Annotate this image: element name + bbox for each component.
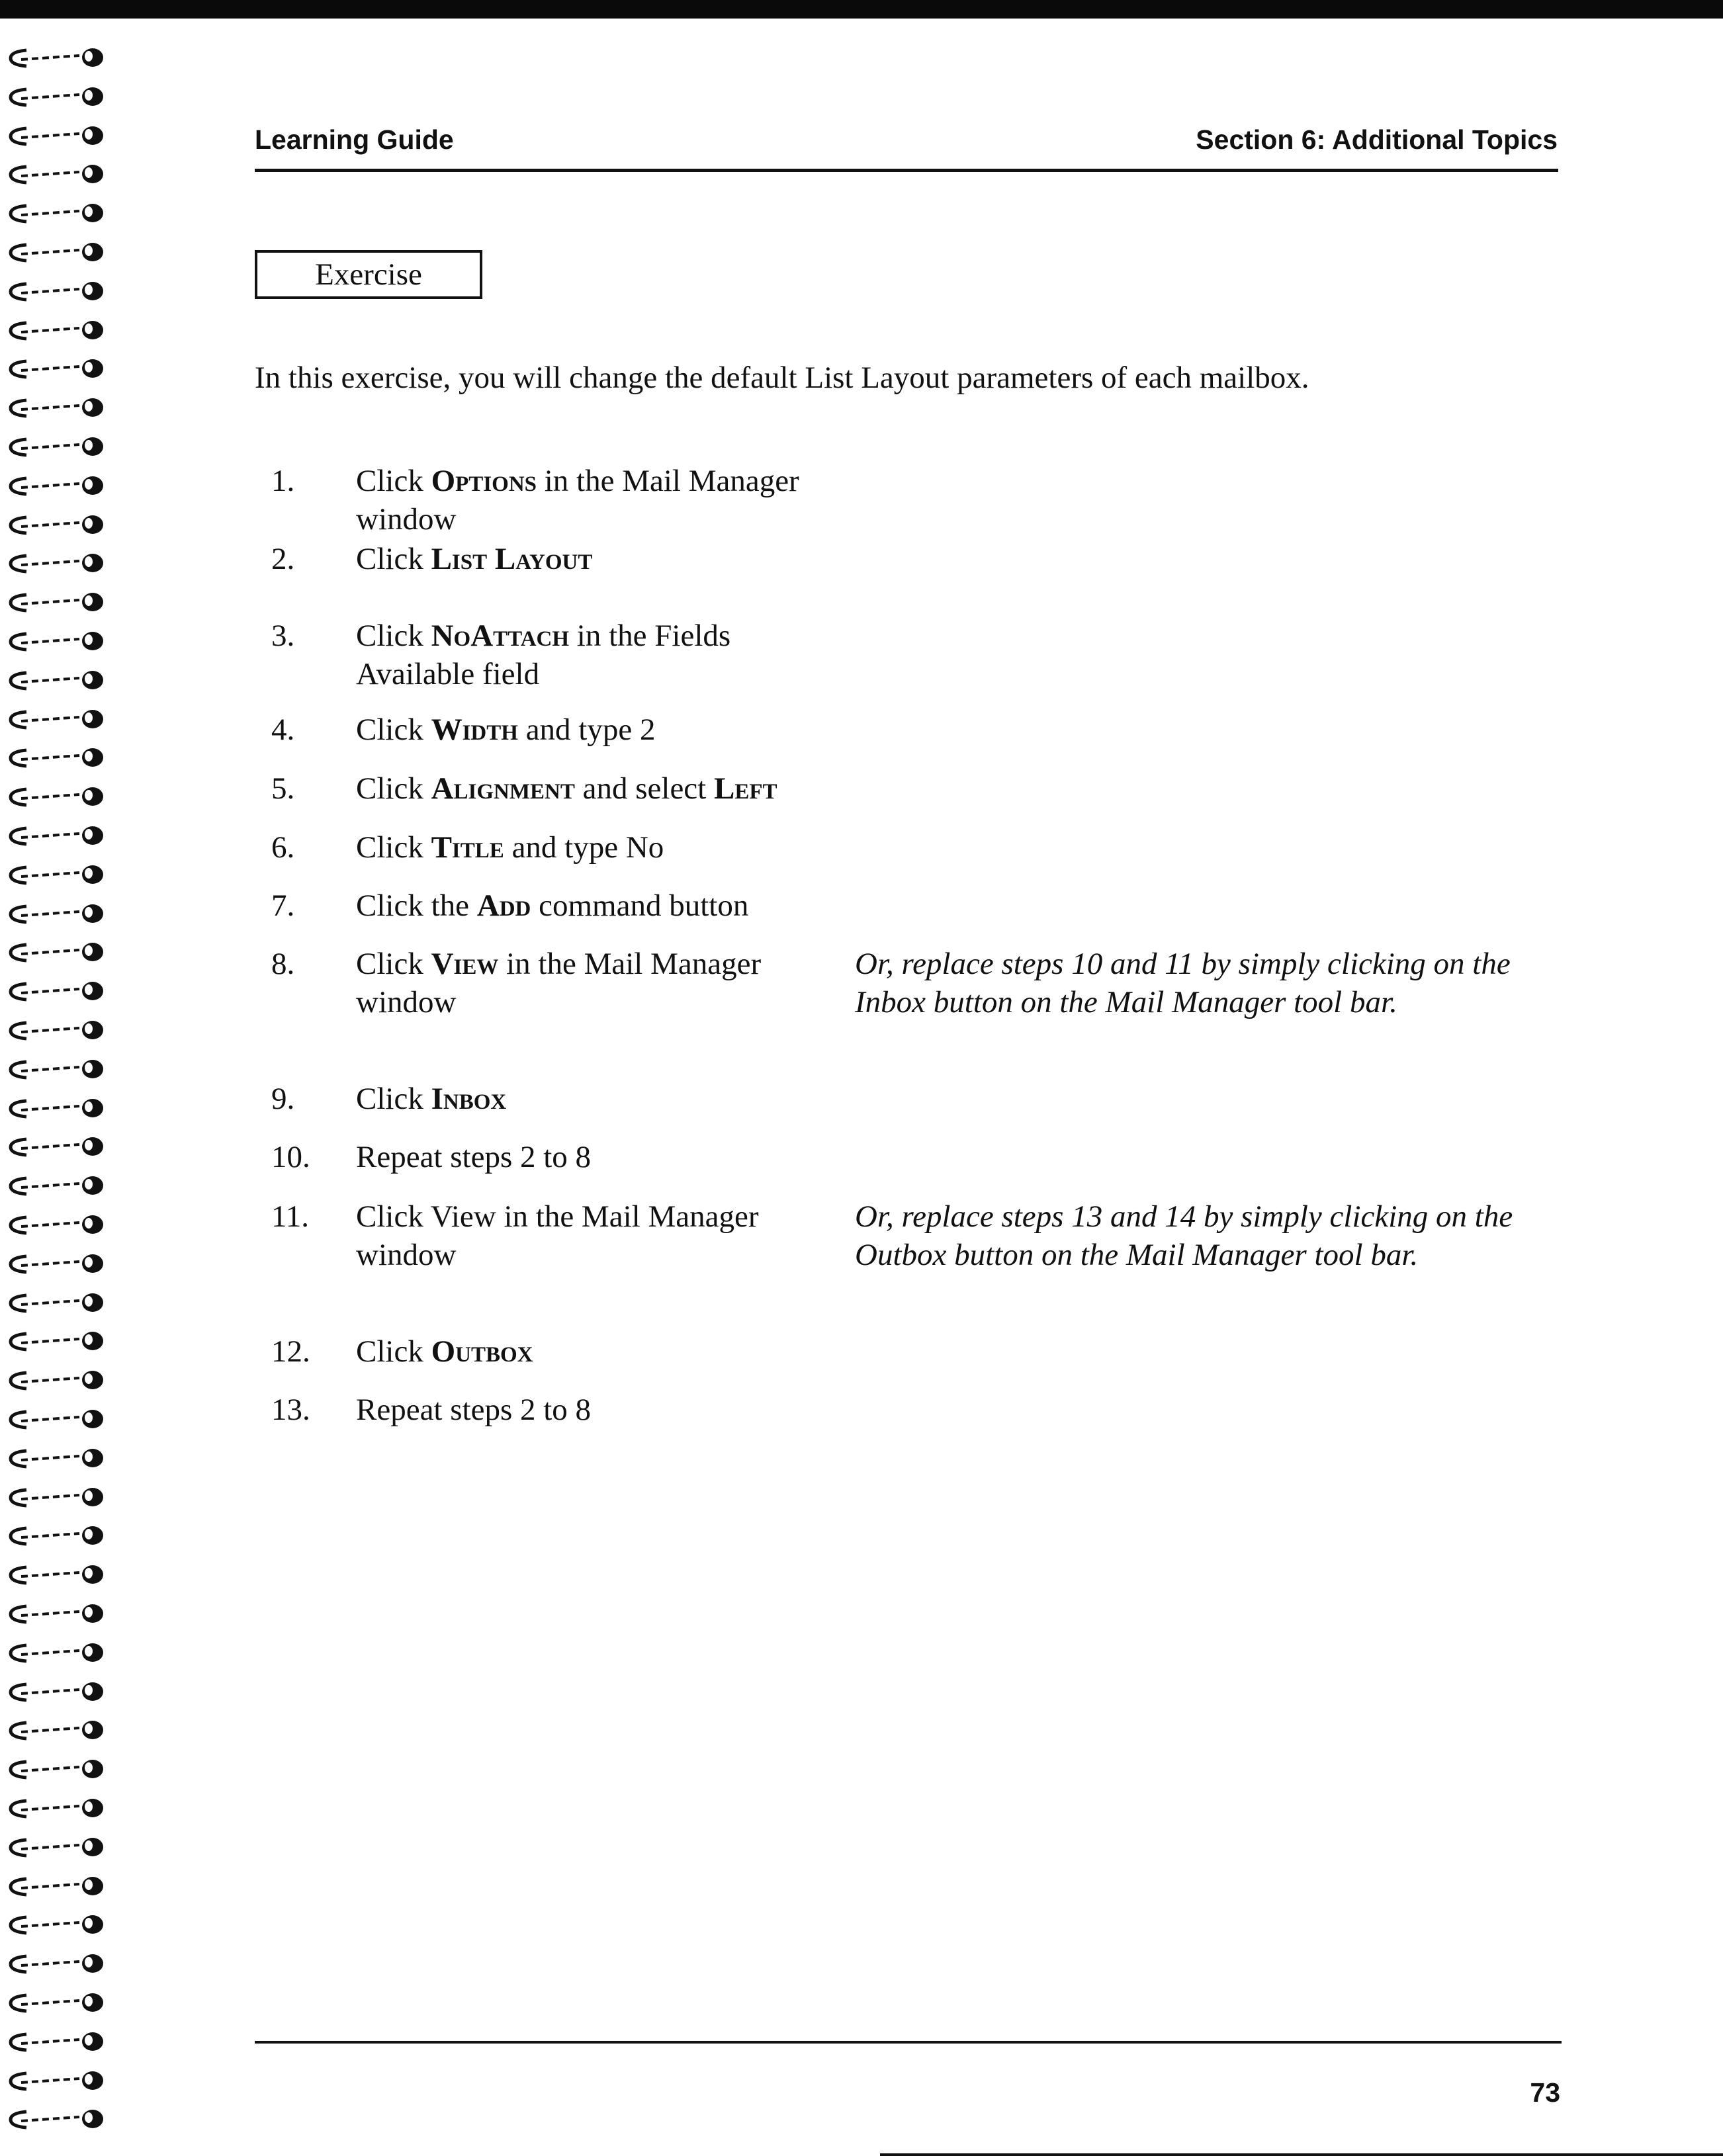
ui-term: Left: [713, 771, 777, 806]
typed-value: No: [625, 830, 664, 865]
binding-coil: [7, 1563, 106, 1586]
binding-coil: [7, 1058, 106, 1080]
step-text: [356, 769, 832, 808]
exercise-box: [255, 250, 482, 299]
step-text-run: Click: [356, 771, 431, 806]
binding-coil: [7, 1213, 106, 1236]
header-rule: [255, 169, 1558, 172]
step-text-run: and type: [504, 830, 626, 865]
binding-coil: [7, 941, 106, 963]
running-header-right: Section 6: Additional Topics: [1196, 124, 1558, 155]
binding-coil: [7, 824, 106, 847]
binding-coil: [7, 1408, 106, 1430]
step-note: Or, replace steps 10 and 11 by simply clicking on the Inbox button on the Mail Manager tool bar.: [855, 947, 1511, 1019]
step-number: 12.: [271, 1334, 310, 1369]
step-text-run: Click the: [356, 888, 477, 923]
binding-coil: [7, 1019, 106, 1041]
ui-term: Title: [431, 830, 504, 865]
scan-bottom-border: [880, 2153, 1723, 2156]
binding-coil: [7, 863, 106, 886]
step-text: [356, 1391, 832, 1429]
step-text: [356, 945, 832, 1021]
step-text-run: Click: [356, 712, 431, 747]
step-text-run: and type: [517, 712, 640, 747]
binding-coil: [7, 1641, 106, 1664]
step-number: 4.: [271, 712, 295, 747]
binding-coil: [7, 669, 106, 691]
step-note: Or, replace steps 13 and 14 by simply clicking on the Outbox button on the Mail Manager tool bar.: [855, 1199, 1513, 1272]
step-text-run: Click: [356, 947, 431, 981]
step-number: 3.: [271, 619, 295, 653]
step-text: [356, 1080, 832, 1118]
binding-coil: [7, 785, 106, 808]
exercise-label: Exercise: [315, 257, 422, 292]
binding-coil: [7, 1174, 106, 1197]
binding-coil: [7, 630, 106, 652]
binding-coil: [7, 435, 106, 458]
step-text-run: in the Fields Available field: [356, 619, 731, 691]
step-text-run: Repeat steps 2 to 8: [356, 1140, 592, 1174]
binding-coil: [7, 1135, 106, 1158]
binding-coil: [7, 1680, 106, 1703]
spiral-binding: [0, 46, 112, 2150]
binding-coil: [7, 2108, 106, 2130]
intro-paragraph: In this exercise, you will change the default List Layout parameters of each mailbox.: [255, 361, 1309, 395]
binding-coil: [7, 552, 106, 574]
binding-coil: [7, 1330, 106, 1352]
step-text-run: Click: [356, 1334, 431, 1369]
binding-coil: [7, 1719, 106, 1741]
step-text: [356, 617, 832, 693]
binding-coil: [7, 1758, 106, 1780]
step-number: 11.: [271, 1199, 310, 1234]
binding-coil: [7, 163, 106, 185]
binding-coil: [7, 1797, 106, 1819]
typed-value: 2: [639, 712, 656, 747]
step-text: [356, 711, 832, 749]
binding-coil: [7, 1097, 106, 1119]
ui-term: Outbox: [431, 1334, 533, 1369]
step-text-run: Click View in the Mail Manager window: [356, 1199, 759, 1272]
step-text: [356, 1332, 832, 1371]
step-text: [356, 828, 832, 867]
binding-coil: [7, 396, 106, 419]
binding-coil: [7, 1875, 106, 1897]
binding-coil: [7, 2030, 106, 2053]
ui-term: List Layout: [431, 542, 593, 576]
ui-term: Add: [476, 888, 531, 923]
binding-coil: [7, 474, 106, 497]
step-text: [356, 540, 832, 578]
ui-term: Alignment: [431, 771, 575, 806]
binding-coil: [7, 124, 106, 147]
binding-coil: [7, 2069, 106, 2092]
binding-coil: [7, 357, 106, 380]
binding-coil: [7, 202, 106, 224]
step-number: 13.: [271, 1393, 310, 1427]
binding-coil: [7, 280, 106, 302]
step-number: 2.: [271, 542, 295, 576]
step-text-run: and select: [574, 771, 714, 806]
step-text: [356, 886, 832, 925]
binding-coil: [7, 1291, 106, 1314]
step-text-run: in the Mail Manager window: [356, 947, 762, 1019]
running-header-left: Learning Guide: [255, 124, 454, 155]
step-text-run: Click: [356, 619, 431, 653]
binding-coil: [7, 708, 106, 730]
step-text-run: Click: [356, 1082, 431, 1116]
step-text-run: Repeat steps 2 to 8: [356, 1393, 592, 1427]
binding-coil: [7, 980, 106, 1002]
binding-coil: [7, 902, 106, 925]
binding-coil: [7, 319, 106, 341]
step-number: 10.: [271, 1140, 310, 1174]
footer-rule: [255, 2041, 1562, 2044]
step-text: [356, 1197, 832, 1274]
step-text-run: Click: [356, 542, 431, 576]
ui-term: View: [431, 947, 499, 981]
binding-coil: [7, 1524, 106, 1547]
step-number: 5.: [271, 771, 295, 806]
binding-coil: [7, 1486, 106, 1508]
step-text-run: Click: [356, 464, 431, 498]
step-number: 8.: [271, 947, 295, 981]
binding-coil: [7, 241, 106, 263]
step-number: 1.: [271, 464, 295, 498]
binding-coil: [7, 1447, 106, 1469]
step-number: 9.: [271, 1082, 295, 1116]
ui-term: Options: [431, 464, 537, 498]
ui-term: NoAttach: [431, 619, 570, 653]
binding-coil: [7, 1252, 106, 1275]
binding-coil: [7, 1602, 106, 1625]
step-text-run: command button: [531, 888, 749, 923]
page-number: 73: [1530, 2077, 1560, 2108]
ui-term: Width: [431, 712, 518, 747]
step-text: [356, 462, 832, 539]
binding-coil: [7, 591, 106, 613]
binding-coil: [7, 1836, 106, 1858]
binding-coil: [7, 746, 106, 769]
binding-coil: [7, 513, 106, 536]
binding-coil: [7, 46, 106, 69]
binding-coil: [7, 1913, 106, 1936]
step-text-run: in the Mail Manager window: [356, 464, 799, 537]
binding-coil: [7, 1952, 106, 1975]
binding-coil: [7, 85, 106, 108]
scan-top-border: [0, 0, 1723, 19]
step-text: [356, 1138, 832, 1176]
binding-coil: [7, 1991, 106, 2014]
step-number: 6.: [271, 830, 295, 865]
step-number: 7.: [271, 888, 295, 923]
step-text-run: Click: [356, 830, 431, 865]
ui-term: Inbox: [431, 1082, 507, 1116]
binding-coil: [7, 1369, 106, 1391]
